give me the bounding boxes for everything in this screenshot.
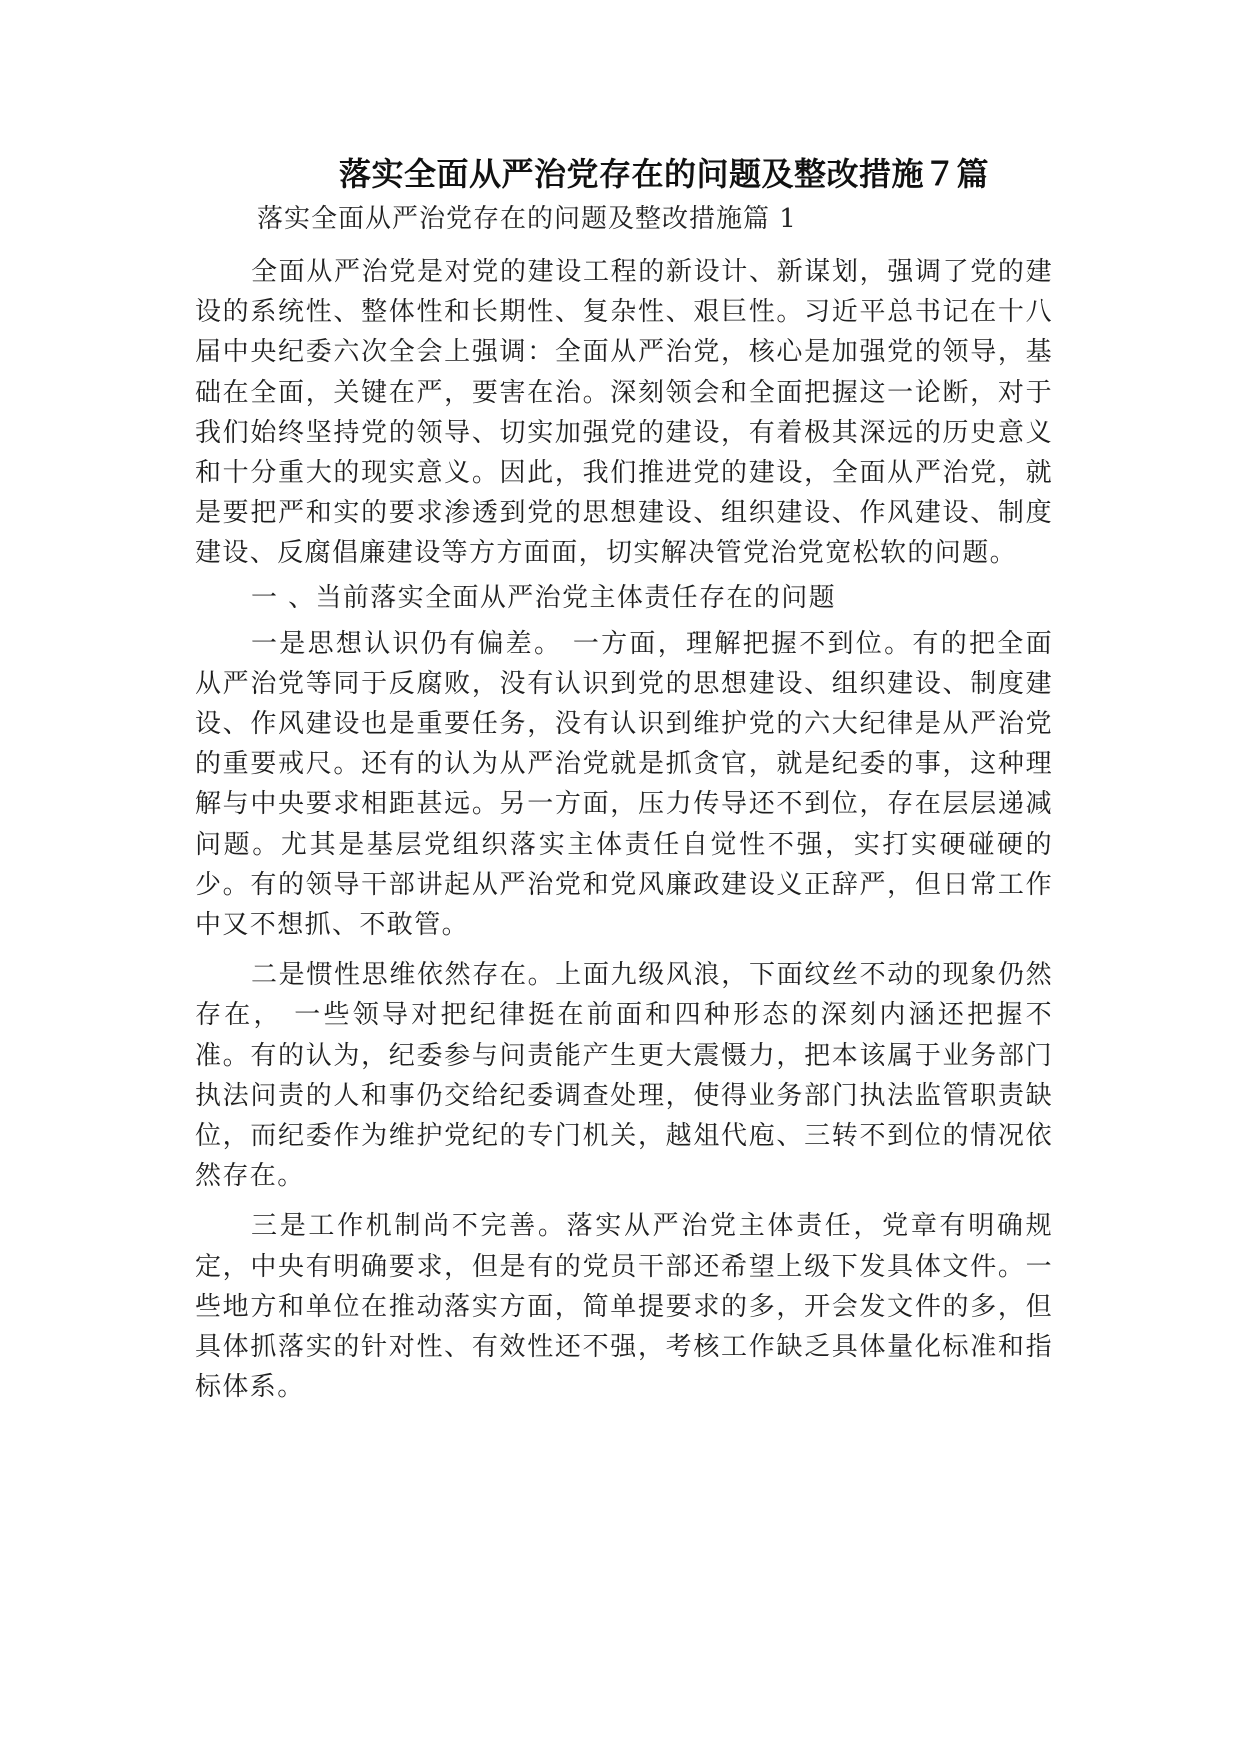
document-page	[195, 150, 1053, 1407]
intro-paragraph: 全面从严治党是对党的建设工程的新设计、新谋划，强调了党的建设的系统性、整体性和长期性、复杂性、艰巨性。习近平总书记在十八届中央纪委六次全会上强调：全面从严治党，核心是加强党的领导，基础在全面，关键在严，要害在治。深刻领会和全面把握这一论断，对于我们始终坚持党的领导、切实加强党的建设，有着极其深远的历史意义和十分重大的现实意义。因此，我们推进党的建设，全面从严治党，就是要把严和实的要求渗透到党的思想建设、组织建设、作风建设、制度建设、反腐倡廉建设等方方面面，切实解决管党治党宽松软的问题。	[195, 257, 1053, 569]
point-paragraph-3: 三是工作机制尚不完善。落实从严治党主体责任，党章有明确规定，中央有明确要求，但是有的党员干部还希望上级下发具体文件。一些地方和单位在推动落实方面，简单提要求的多，开会发文件的多，但具体抓落实的针对性、有效性还不强，考核工作缺乏具体量化标准和指标体系。	[195, 1211, 1053, 1403]
document-subtitle: 落实全面从严治党存在的问题及整改措施篇 1	[257, 204, 797, 234]
section-heading: 一 、当前落实全面从严治党主体责任存在的问题	[251, 582, 837, 613]
point-paragraph-2: 二是惯性思维依然存在。上面九级风浪，下面纹丝不动的现象仍然存在， 一些领导对把纪律挺在前面和四种形态的深刻内涵还把握不准。有的认为，纪委参与问责能产生更大震慑力，把本该属于业务部门执法问责的人和事仍交给纪委调查处理，使得业务部门执法监管职责缺位，而纪委作为维护党纪的专门机关，越俎代庖、三转不到位的情况依然存在。	[195, 960, 1053, 1192]
point-paragraph-1: 一是思想认识仍有偏差。 一方面，理解把握不到位。有的把全面从严治党等同于反腐败，没有认识到党的思想建设、组织建设、制度建设、作风建设也是重要任务，没有认识到维护党的六大纪律是从严治党的重要戒尺。还有的认为从严治党就是抓贪官，就是纪委的事，这种理解与中央要求相距甚远。另一方面，压力传导还不到位，存在层层递减问题。尤其是基层党组织落实主体责任自觉性不强，实打实硬碰硬的少。有的领导干部讲起从严治党和党风廉政建设义正辞严，但日常工作中又不想抓、不敢管。	[195, 628, 1053, 941]
document-title: 落实全面从严治党存在的问题及整改措施７篇	[338, 155, 989, 193]
